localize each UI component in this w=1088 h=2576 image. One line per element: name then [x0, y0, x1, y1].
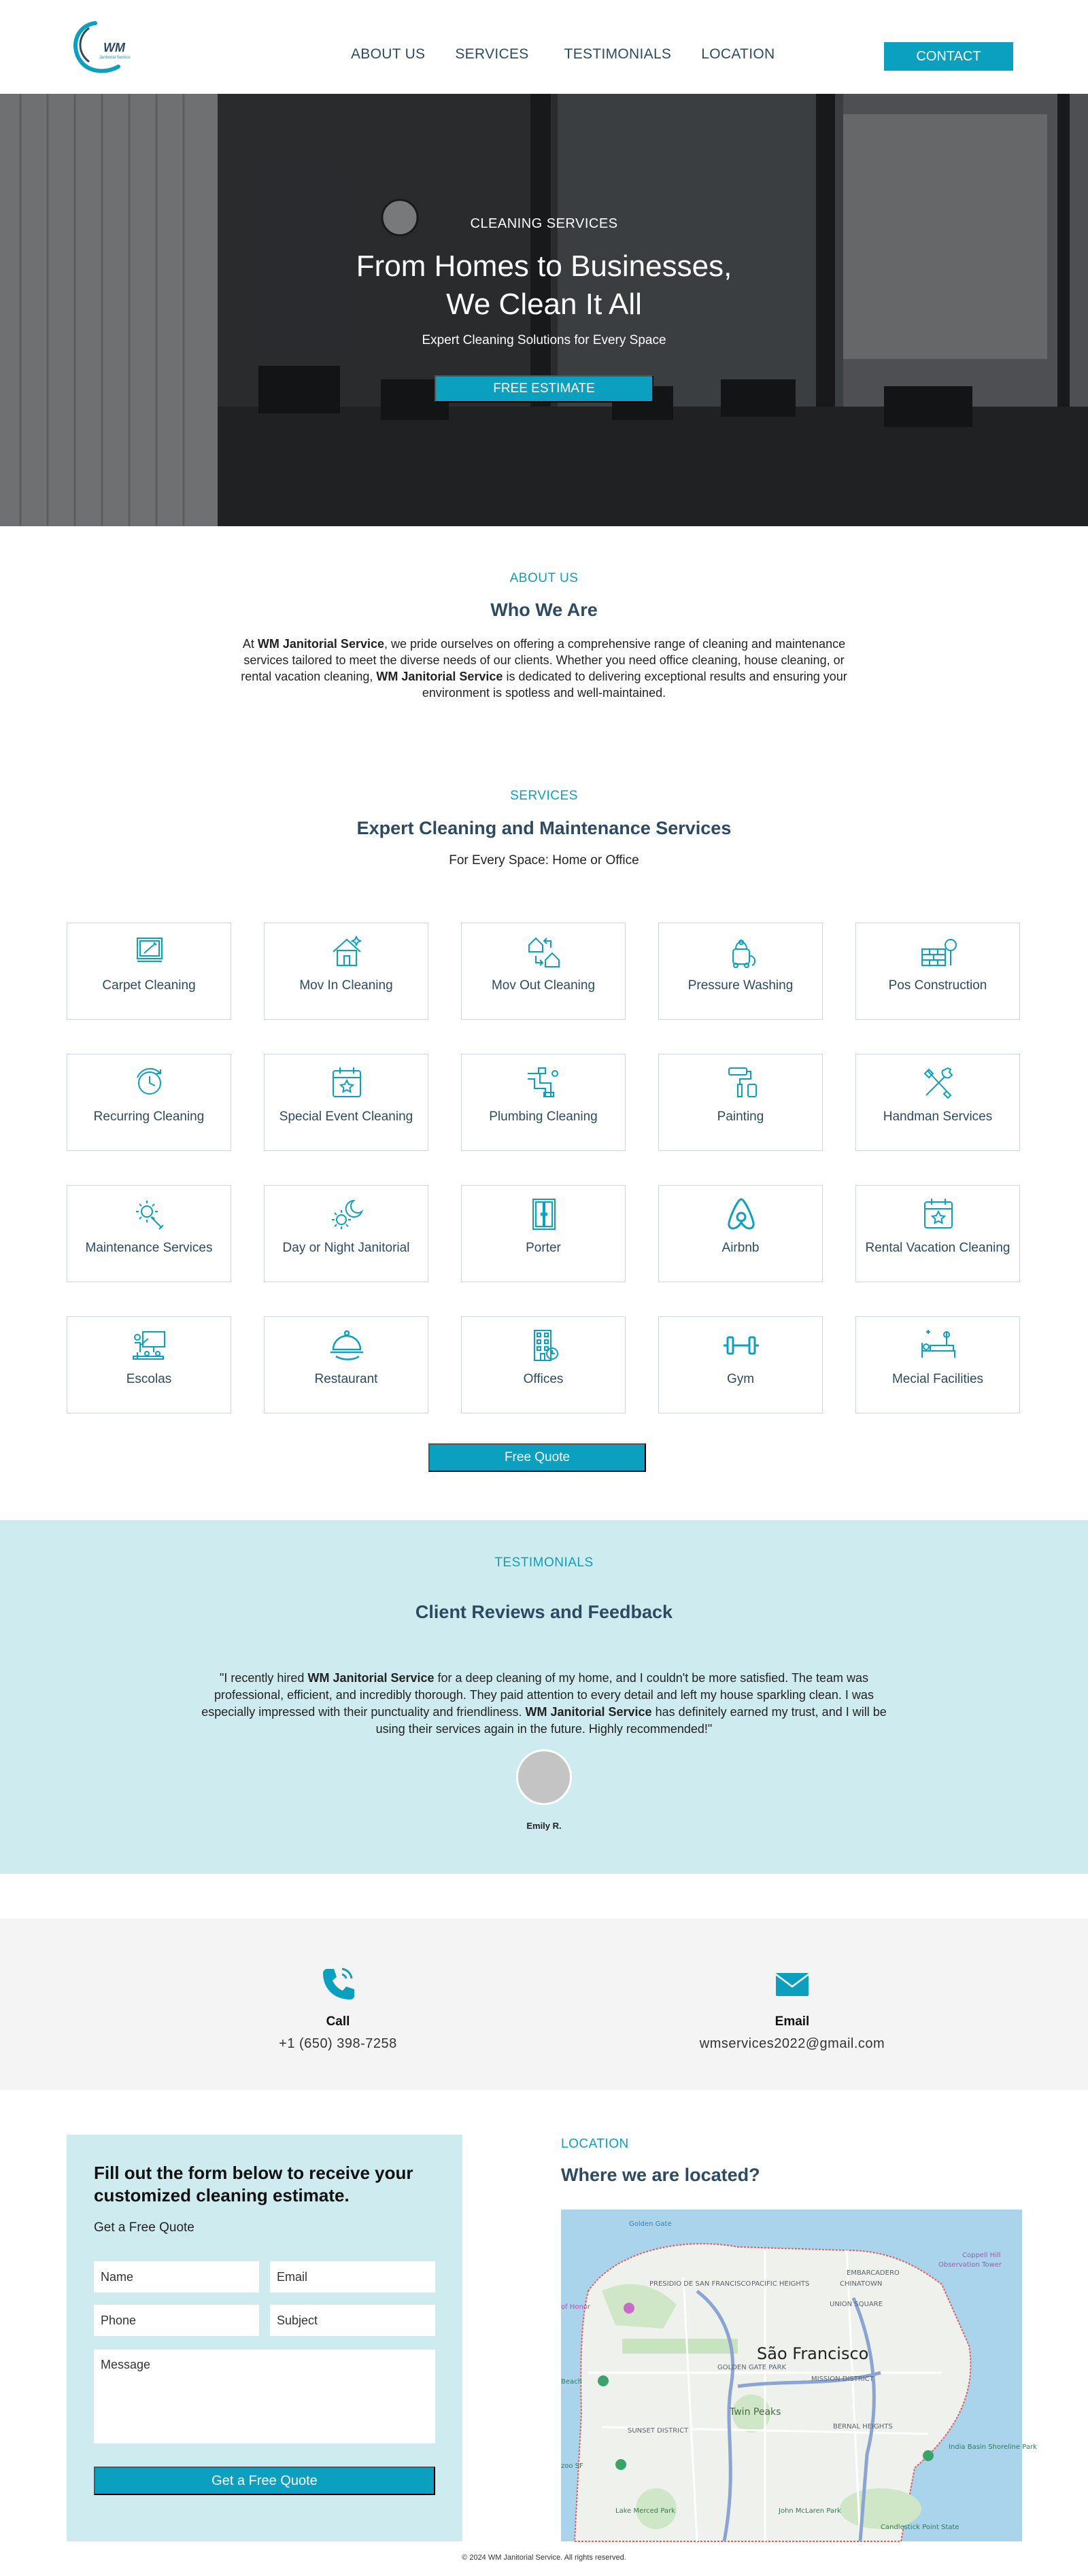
service-label: Carpet Cleaning — [102, 978, 196, 993]
bricks-tree-icon — [918, 933, 959, 971]
service-card[interactable] — [855, 1316, 1020, 1413]
nav-testimonials[interactable]: TESTIMONIALS — [564, 46, 672, 62]
map-poi-marker[interactable] — [923, 2450, 934, 2461]
call-info — [202, 1965, 474, 2052]
testimonials-kicker: TESTIMONIALS — [494, 1556, 594, 1570]
about-kicker: ABOUT US — [509, 571, 579, 585]
service-label: Handman Services — [883, 1110, 993, 1124]
svg-text:India Basin Shoreline Park: India Basin Shoreline Park — [949, 2443, 1037, 2451]
service-label: Restaurant — [314, 1372, 378, 1386]
map-poi-marker[interactable] — [615, 2459, 626, 2470]
svg-text:of Honor: of Honor — [561, 2303, 591, 2311]
testimonial-author: Emily R. — [526, 1821, 562, 1831]
office-building-icon — [524, 1326, 564, 1364]
service-card[interactable] — [658, 1054, 823, 1151]
svg-text:Golden Gate: Golden Gate — [629, 2220, 672, 2228]
service-card[interactable] — [855, 1185, 1020, 1282]
testimonials-title: Client Reviews and Feedback — [415, 1602, 673, 1622]
service-label: Mov In Cleaning — [299, 978, 393, 993]
svg-text:SUNSET DISTRICT: SUNSET DISTRICT — [628, 2427, 689, 2435]
carpet-icon — [129, 933, 170, 971]
service-card[interactable] — [658, 1185, 823, 1282]
site-header — [0, 0, 1088, 94]
hero-kicker: CLEANING SERVICES — [470, 216, 618, 231]
nav-services[interactable]: SERVICES — [455, 46, 529, 62]
free-quote-button[interactable]: Free Quote — [428, 1443, 646, 1472]
svg-text:PRESIDIO DE SAN FRANCISCO: PRESIDIO DE SAN FRANCISCO — [649, 2280, 751, 2288]
avatar — [516, 1749, 572, 1805]
email-label: Email — [775, 2014, 810, 2029]
about-brand-1: WM Janitorial Service — [257, 637, 384, 651]
service-label: Escolas — [126, 1372, 172, 1386]
name-input[interactable]: Name — [94, 2261, 259, 2292]
form-subtitle: Get a Free Quote — [94, 2220, 194, 2235]
sun-moon-icon — [326, 1195, 367, 1233]
testimonial-quote: "I recently hired WM Janitorial Service for a deep cleaning of my home, and I couldn't be more satisfied. The team was professional, efficient, and incredibly thorough. They paid attention to every detail and left my house sparkling clean. I was especially impressed with their punctuality and friendliness. WM Janitorial Service has definitely earned my trust, and I will be using their services again in the future. Highly recommended!" — [201, 1671, 887, 1736]
service-label: Day or Night Janitorial — [282, 1241, 410, 1255]
about-title: Who We Are — [490, 600, 598, 620]
map[interactable] — [561, 2210, 1037, 2541]
service-card[interactable] — [264, 1316, 428, 1413]
service-card[interactable] — [855, 923, 1020, 1020]
map-canvas[interactable] — [561, 2210, 1037, 2541]
svg-text:CHINATOWN: CHINATOWN — [840, 2280, 883, 2288]
svg-text:PACIFIC HEIGHTS: PACIFIC HEIGHTS — [751, 2280, 810, 2288]
service-card[interactable] — [264, 1054, 428, 1151]
service-label: Offices — [523, 1372, 564, 1386]
svg-text:Observation Tower: Observation Tower — [938, 2261, 1002, 2269]
map-poi-marker[interactable] — [624, 2303, 634, 2314]
paint-roller-icon — [721, 1064, 762, 1102]
service-label: Gym — [726, 1372, 755, 1386]
service-card[interactable] — [264, 1185, 428, 1282]
contact-info-section — [0, 1919, 1088, 2090]
pressure-washer-icon — [721, 933, 762, 971]
subject-input[interactable]: Subject — [270, 2305, 435, 2336]
service-card[interactable] — [658, 923, 823, 1020]
service-card[interactable] — [461, 1316, 626, 1413]
service-card[interactable] — [658, 1316, 823, 1413]
email-info — [656, 1965, 928, 2052]
service-card[interactable] — [855, 1054, 1020, 1151]
service-label: Porter — [526, 1241, 561, 1255]
svg-text:Beach: Beach — [561, 2378, 582, 2386]
logo-subtext: Janitorial Service — [99, 56, 131, 60]
email-input[interactable]: Email — [270, 2261, 435, 2292]
call-label: Call — [326, 2014, 350, 2029]
logo-text: WM — [103, 41, 125, 54]
service-label: Mov Out Cleaning — [491, 978, 596, 993]
main-nav — [351, 46, 775, 63]
location-title: Where we are located? — [561, 2165, 760, 2185]
hero-subtitle: Expert Cleaning Solutions for Every Space — [422, 333, 666, 347]
testimonial-brand-1: WM Janitorial Service — [307, 1671, 435, 1685]
footer-copyright: © 2024 WM Janitorial Service. All rights reserved. — [462, 2554, 626, 2562]
envelope-icon — [772, 1965, 813, 2002]
services-grid — [67, 923, 1021, 1413]
calendar-star-icon — [326, 1064, 367, 1102]
service-label: Pos Construction — [888, 978, 987, 993]
testimonial-brand-2: WM Janitorial Service — [525, 1705, 652, 1719]
service-card[interactable] — [67, 1185, 231, 1282]
tools-icon — [918, 1064, 959, 1102]
message-textarea[interactable]: Message — [94, 2350, 435, 2443]
email-value[interactable]: wmservices2022@gmail.com — [699, 2036, 885, 2051]
nav-about-us[interactable]: ABOUT US — [351, 46, 426, 62]
svg-text:BERNAL HEIGHTS: BERNAL HEIGHTS — [833, 2423, 893, 2431]
free-estimate-button[interactable]: FREE ESTIMATE — [435, 375, 653, 402]
services-kicker: SERVICES — [510, 789, 578, 803]
hospital-bed-icon — [918, 1326, 959, 1364]
about-brand-2: WM Janitorial Service — [376, 670, 503, 683]
location-kicker: LOCATION — [561, 2137, 629, 2151]
svg-text:Lake Merced Park: Lake Merced Park — [615, 2507, 675, 2515]
service-label: Painting — [717, 1110, 764, 1124]
dumbbell-icon — [721, 1326, 762, 1364]
wm-logo[interactable] — [68, 19, 143, 73]
quote-form — [67, 2135, 462, 2541]
service-label: Mecial Facilities — [891, 1372, 984, 1386]
service-card[interactable] — [461, 1054, 626, 1151]
svg-text:MISSION DISTRICT: MISSION DISTRICT — [811, 2375, 874, 2383]
service-card[interactable] — [67, 1054, 231, 1151]
map-poi-marker[interactable] — [598, 2375, 609, 2386]
service-card[interactable] — [264, 923, 428, 1020]
service-label: Pressure Washing — [687, 978, 794, 993]
service-card[interactable] — [67, 1316, 231, 1413]
map-city-label: São Francisco — [757, 2344, 869, 2363]
house-move-icon — [524, 933, 564, 971]
svg-text:Coppell Hill: Coppell Hill — [962, 2252, 1001, 2259]
classroom-icon — [129, 1326, 170, 1364]
service-label: Plumbing Cleaning — [489, 1110, 598, 1124]
svg-text:Twin Peaks: Twin Peaks — [730, 2407, 781, 2418]
gear-wrench-icon — [129, 1195, 170, 1233]
call-value[interactable]: +1 (650) 398-7258 — [279, 2036, 397, 2051]
phone-input[interactable]: Phone — [94, 2305, 259, 2336]
contact-button[interactable]: CONTACT — [884, 42, 1013, 71]
svg-text:UNION SQUARE: UNION SQUARE — [830, 2301, 883, 2308]
calendar-star-icon — [918, 1195, 959, 1233]
svg-text:GOLDEN GATE PARK: GOLDEN GATE PARK — [717, 2364, 787, 2371]
form-title: Fill out the form below to receive your customized cleaning estimate. — [94, 2163, 413, 2205]
house-sparkle-icon — [326, 933, 367, 971]
svg-text:Candlestick Point State: Candlestick Point State — [881, 2524, 959, 2531]
service-card[interactable] — [461, 923, 626, 1020]
nav-location[interactable]: LOCATION — [701, 46, 775, 62]
services-subtitle: For Every Space: Home or Office — [449, 853, 639, 868]
service-card[interactable] — [461, 1185, 626, 1282]
pipe-icon — [524, 1064, 564, 1102]
hero-section — [0, 94, 1088, 526]
service-card[interactable] — [67, 923, 231, 1020]
service-label: Rental Vacation Cleaning — [865, 1241, 1010, 1255]
services-title: Expert Cleaning and Maintenance Services — [356, 818, 732, 838]
service-label: Airbnb — [721, 1241, 760, 1255]
door-icon — [524, 1195, 564, 1233]
svg-text:John McLaren Park: John McLaren Park — [779, 2507, 841, 2515]
clock-cycle-icon — [129, 1064, 170, 1102]
hero-title: From Homes to Businesses, We Clean It All — [356, 250, 732, 321]
service-label: Special Event Cleaning — [279, 1110, 413, 1124]
airbnb-icon — [721, 1195, 762, 1233]
service-label: Maintenance Services — [85, 1241, 213, 1255]
submit-quote-button[interactable]: Get a Free Quote — [94, 2467, 435, 2495]
svg-text:zoo SF: zoo SF — [561, 2462, 583, 2470]
svg-text:EMBARCADERO: EMBARCADERO — [847, 2269, 900, 2277]
about-text: At WM Janitorial Service, we pride ourselves on offering a comprehensive range of cleaning and maintenance services tailored to meet the diverse needs of our clients. Whether you need office cleaning, house cleaning, or rental vacation cleaning, WM Janitorial Service is dedicated to delivering exceptional results and ensuring your environment is spotless and well-maintained. — [241, 637, 847, 700]
service-label: Recurring Cleaning — [93, 1110, 205, 1124]
phone-icon — [318, 1965, 358, 2002]
cloche-icon — [326, 1326, 367, 1364]
